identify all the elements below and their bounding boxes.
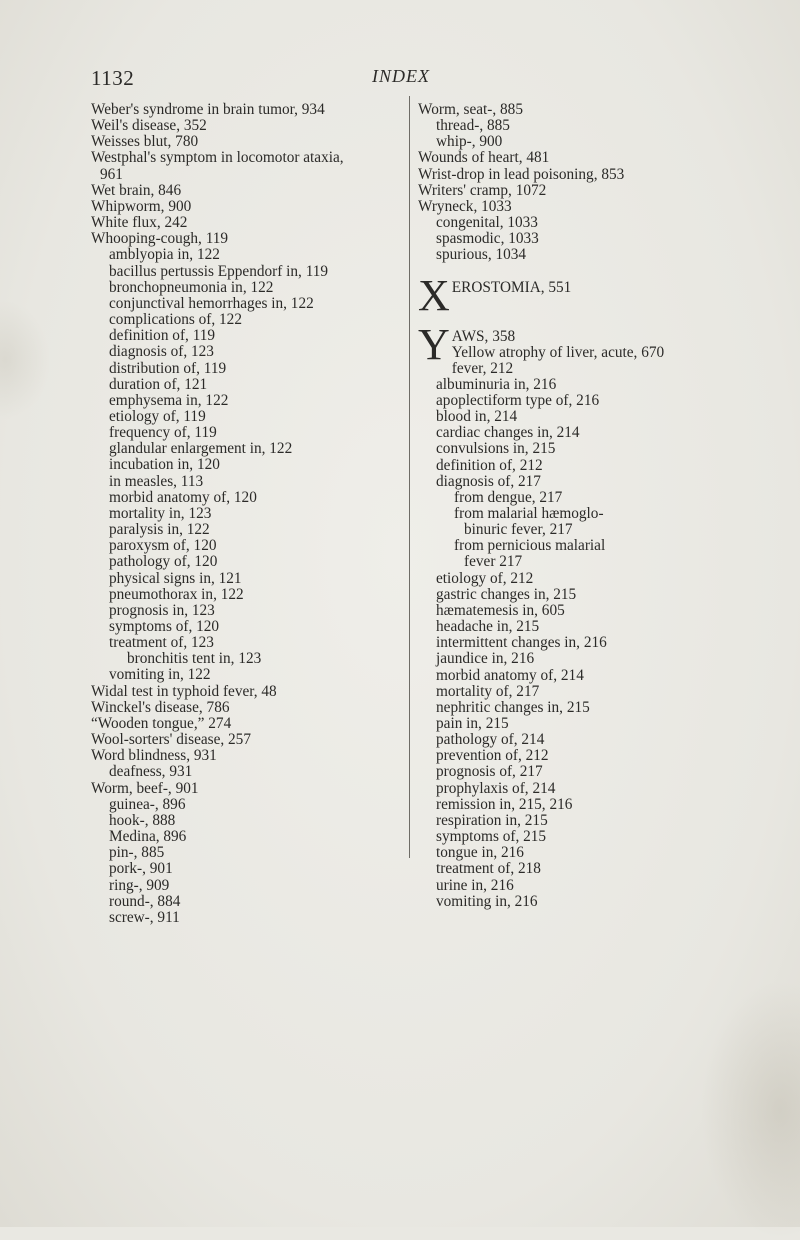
index-entry: Writers' cramp, 1072 — [418, 181, 547, 199]
index-entry: incubation in, 120 — [109, 456, 220, 474]
index-entry: bronchitis tent in, 123 — [127, 650, 262, 668]
index-entry: prognosis in, 123 — [109, 601, 215, 619]
index-entry: apoplectiform type of, 216 — [436, 391, 600, 409]
index-entry: prevention of, 212 — [436, 747, 549, 765]
index-entry: prophylaxis of, 214 — [436, 779, 556, 797]
index-entry: blood in, 214 — [436, 408, 518, 426]
index-entry: pain in, 215 — [436, 715, 509, 732]
index-entry: etiology of, 119 — [109, 407, 206, 425]
index-entry: Wounds of heart, 481 — [418, 149, 550, 167]
index-entry: distribution of, 119 — [109, 359, 227, 377]
index-entry-xerostomia — [418, 278, 698, 296]
column-divider — [409, 96, 410, 858]
index-entry: frequency of, 119 — [109, 424, 217, 442]
index-entry: etiology of, 212 — [436, 569, 534, 587]
index-entry: pathology of, 120 — [109, 553, 218, 571]
index-entry: duration of, 121 — [109, 375, 208, 393]
index-entry: screw-, 911 — [109, 908, 180, 926]
right-column-top-entries — [418, 102, 698, 264]
index-entry: Westphal's symptom in locomotor ataxia, — [91, 149, 344, 167]
index-entry: White flux, 242 — [91, 214, 188, 232]
index-entry: “Wooden tongue,” 274 — [91, 714, 232, 732]
index-entry: Whipworm, 900 — [91, 197, 192, 215]
index-entry: conjunctival hemorrhages in, 122 — [109, 294, 314, 312]
index-entry: complications of, 122 — [109, 311, 242, 329]
xerostomia-text: EROSTOMIA, 551 — [451, 278, 572, 296]
index-entry: intermittent changes in, 216 — [436, 634, 607, 652]
index-entry: Worm, beef-, 901 — [91, 779, 199, 797]
index-entry: definition of, 119 — [109, 327, 216, 345]
index-entry: symptoms of, 215 — [436, 828, 547, 846]
running-head: INDEX — [372, 66, 430, 86]
index-entry: gastric changes in, 215 — [436, 585, 577, 603]
left-column — [91, 102, 403, 926]
paper-stain — [0, 300, 50, 420]
dropcap-x: X — [418, 270, 450, 320]
index-entry: hook-, 888 — [109, 811, 176, 829]
index-entry: from dengue, 217 — [454, 488, 563, 506]
index-entry: respiration in, 215 — [436, 811, 548, 829]
index-entry: treatment of, 218 — [436, 860, 541, 878]
index-entry: urine in, 216 — [436, 876, 514, 894]
index-entry: prognosis of, 217 — [436, 763, 543, 781]
index-entry: Wryneck, 1033 — [418, 197, 512, 215]
index-entry: nephritic changes in, 215 — [436, 698, 590, 716]
index-entry: paralysis in, 122 — [109, 521, 210, 539]
index-entry: pin-, 885 — [109, 844, 165, 862]
index-entry: Weil's disease, 352 — [91, 117, 207, 135]
index-entry: Weber's syndrome in brain tumor, 934 — [91, 101, 325, 118]
index-entry: albuminuria in, 216 — [436, 375, 557, 393]
index-entry: tongue in, 216 — [436, 844, 524, 862]
index-entry: Wet brain, 846 — [91, 181, 182, 199]
index-entry: definition of, 212 — [436, 456, 543, 474]
index-entry-yellow-atrophy: Yellow atrophy of liver, acute, 670 — [451, 343, 665, 361]
paper-stain — [700, 980, 800, 1240]
index-entry: Widal test in typhoid fever, 48 — [91, 682, 277, 700]
index-entry: Weisses blut, 780 — [91, 133, 199, 151]
index-entry: 961 — [100, 165, 123, 183]
index-entry: from pernicious malarial — [454, 537, 606, 555]
index-entry: morbid anatomy of, 120 — [109, 488, 257, 506]
index-entry: whip-, 900 — [436, 133, 503, 151]
index-entry: bacillus pertussis Eppendorf in, 119 — [109, 262, 329, 280]
index-entry: pneumothorax in, 122 — [109, 585, 244, 603]
index-entry: headache in, 215 — [436, 618, 540, 636]
right-column-bottom-entries — [418, 361, 698, 910]
index-entry: amblyopia in, 122 — [109, 246, 220, 264]
index-entry: jaundice in, 216 — [436, 650, 535, 668]
index-entry-yaws: AWS, 358 — [451, 327, 516, 345]
index-entry: fever, 212 — [451, 359, 514, 377]
index-entry: Wrist-drop in lead poisoning, 853 — [418, 165, 625, 183]
index-entry: paroxysm of, 120 — [109, 537, 217, 555]
index-entry: round-, 884 — [109, 892, 181, 910]
index-entry: thread-, 885 — [436, 117, 510, 135]
page-number: 1132 — [91, 66, 135, 90]
index-entry: vomiting in, 216 — [436, 892, 538, 910]
index-entry: Worm, seat-, 885 — [418, 101, 523, 118]
index-entry: vomiting in, 122 — [109, 666, 211, 684]
index-entry: remission in, 215, 216 — [436, 795, 573, 813]
index-entry: bronchopneumonia in, 122 — [109, 278, 274, 296]
index-entry: guinea-, 896 — [109, 795, 186, 813]
index-entry: Winckel's disease, 786 — [91, 698, 230, 716]
index-entry: cardiac changes in, 214 — [436, 424, 580, 442]
index-entry: pathology of, 214 — [436, 731, 545, 749]
index-entry: Wool-sorters' disease, 257 — [91, 731, 251, 749]
letter-x-section — [418, 270, 698, 320]
index-entry: ring-, 909 — [109, 876, 170, 894]
index-entry: deafness, 931 — [109, 763, 193, 781]
dropcap-y: Y — [418, 319, 450, 369]
index-entry: mortality of, 217 — [436, 682, 540, 700]
right-column — [418, 102, 698, 910]
index-entry: mortality in, 123 — [109, 504, 212, 522]
index-entry: symptoms of, 120 — [109, 618, 220, 635]
index-entry: physical signs in, 121 — [109, 569, 242, 587]
index-entry: Medina, 896 — [109, 828, 187, 846]
index-entry: Whooping-cough, 119 — [91, 230, 229, 248]
index-entry: emphysema in, 122 — [109, 391, 229, 409]
index-entry: pork-, 901 — [109, 860, 173, 878]
index-entry: in measles, 113 — [109, 472, 204, 490]
index-entry: diagnosis of, 123 — [109, 343, 214, 361]
index-entry: congenital, 1033 — [436, 214, 538, 232]
index-entry: spurious, 1034 — [436, 246, 527, 264]
index-entry: morbid anatomy of, 214 — [436, 666, 584, 684]
index-entry: spasmodic, 1033 — [436, 230, 539, 248]
index-entry: binuric fever, 217 — [464, 521, 573, 539]
index-entry: fever 217 — [464, 553, 523, 571]
index-entry: Word blindness, 931 — [91, 747, 217, 765]
index-entry: from malarial hæmoglo- — [454, 504, 604, 522]
index-entry: convulsions in, 215 — [436, 440, 556, 458]
index-entry: glandular enlargement in, 122 — [109, 440, 293, 458]
index-entry: hæmatemesis in, 605 — [436, 601, 565, 619]
index-entry: treatment of, 123 — [109, 634, 214, 652]
index-entry: diagnosis of, 217 — [436, 472, 541, 490]
